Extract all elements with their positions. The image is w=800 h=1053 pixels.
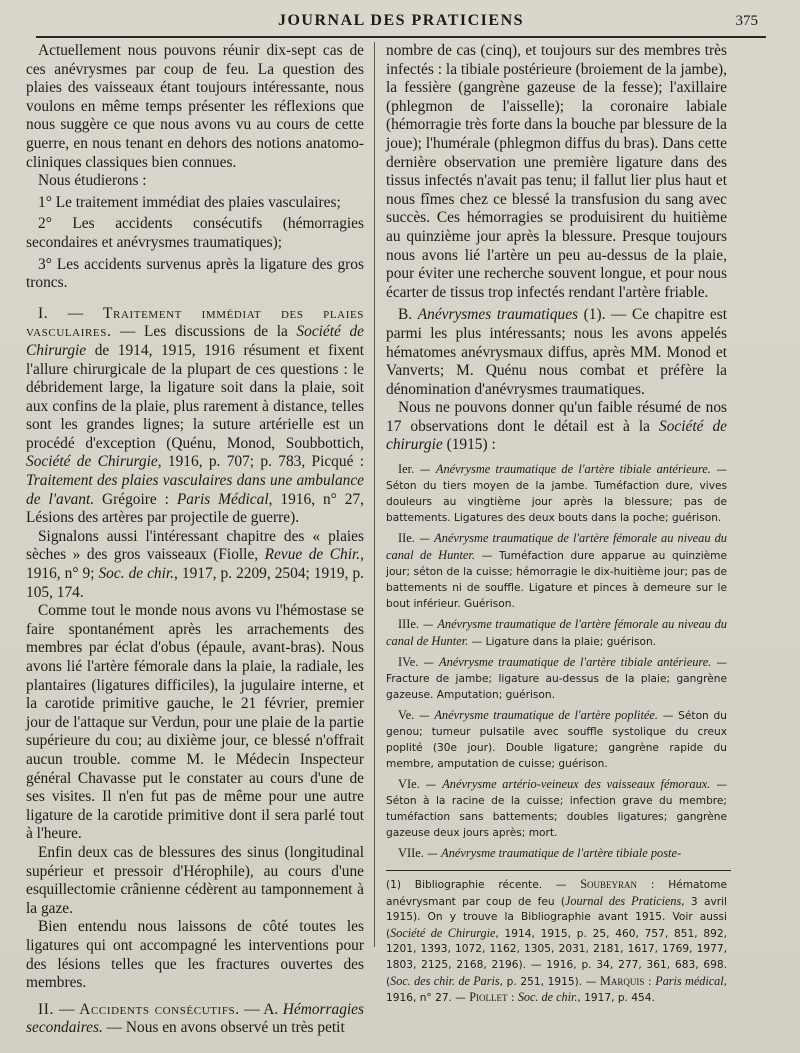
paragraph: Actuellement nous pouvons réunir dix-sept cas de ces anévrysmes par coup de feu. La question des plaies des vaisseaux étant toujours intéressante, nous voulons en même temps présenter les réflexions que nous suggère ce que nous avons vu au cours de cette guerre, en nous tenant en dehors des notions anatomo-cliniques classiques bien connues. [26, 42, 364, 171]
observation-number: IIIe. [398, 617, 419, 632]
right-column [386, 42, 727, 1007]
observation-title: Anévrysme artério-veineux des vaisseaux fémoraux. [442, 777, 711, 792]
observation-entry: VIIe. — Anévrysme traumatique de l'artère tibiale poste- [398, 846, 682, 861]
running-title: JOURNAL DES PRATICIENS [277, 12, 525, 29]
paragraph: Nous étudierons : [38, 172, 147, 190]
observation-text: — Tuméfaction dure apparue au quinzième jour; séton de la cuisse; hémorragie le dix-huitième jour; pas de battements ni de souffle. Ligature et pinces à demeure sur le bout inférieur. Guérison. [386, 550, 727, 611]
section-heading: I. — Traitement immédiat des plaies vasculaires. [26, 304, 364, 341]
paragraph: Enfin deux cas de blessures des sinus (longitudinal supérieur et pressoir d'Hérophile), au cours d'une esquillectomie crânienne cédèrent au tamponnement à la gaze. [26, 843, 364, 917]
footnote: (1) Bibliographie récente. — Soubeyran : Hématome anévrysmant par coup de feu (Journal des Praticiens, 3 avril 1915). On y trouve la Bibliographie avant 1915. Voir aussi (Société de Chirurgie, 1914, 1915, p. 25, 460, 757, 851, 892, 1201, 1393, 1072, 1162, 1305, 2031, 2181, 1617, 1769, 1977, 1803, 2125, 2168, 2196). — 1916, p. 34, 277, 361, 683, 698. (Soc. des chir. de Paris, p. 251, 1915). — Marquis : Paris médical, 1916, n° 27. — Piollet : Soc. de chir., 1917, p. 454. [386, 877, 727, 1005]
observation-number: IIe. [398, 531, 415, 546]
observation-number: Ve. [398, 708, 415, 723]
observation-entry: IIe. — Anévrysme traumatique de l'artère fémorale au niveau du canal de Hunter. — Tuméfaction dure apparue au quinzième jour; séton de la cuisse; hémorragie le dix-huitième jour; pas de battements ni de souffle. Ligature et pinces à demeure sur le bout inférieur. Guérison. [386, 531, 727, 611]
header-rule [36, 36, 766, 38]
observation-title: Anévrysme traumatique de l'artère fémorale au niveau du canal de Hunter. [386, 531, 727, 563]
section-heading: II. — Accidents consécutifs. [38, 1000, 240, 1018]
observation-number: IVe. [398, 655, 419, 670]
page-number: 375 [735, 13, 758, 29]
list-item: 1° Le traitement immédiat des plaies vasculaires; [38, 193, 341, 211]
paragraph: nombre de cas (cinq), et toujours sur des membres très infectés : la tibiale postérieure (broiement de la jambe), la fessière (gangrène gazeuse de la fesse); l'axillaire (phlegmon de l'aisselle); la coronaire labiale (hémorragie très forte dans la bouche par blessure de la joue); l'humérale (phlegmon diffus du bras). Dans cette dernière observation une première ligature dans des tissus infectés n'avait pas tenu; il fallut lier plus haut et nous fîmes chez ce blessé la transfusion du sang avec succès. Ces hémorragies se produisirent du huitième au quinzième jour après la blessure. Presque toujours nous avons lié l'artère un peu au-dessus de la plaie, pour éviter une recherche souvent longue, et pour nous écarter de tissus trop infectés rendant l'artère friable. [386, 42, 727, 301]
observation-title: Anévrysme traumatique de l'artère tibiale antérieure. [435, 462, 711, 477]
observation-entry: IIIe. — Anévrysme traumatique de l'artère fémorale au niveau du canal de Hunter. — Ligature dans la plaie; guérison. [386, 617, 727, 649]
observation-title: Anévrysme traumatique de l'artère tibiale antérieure. [439, 655, 712, 670]
observation-text: — Fracture de jambe; ligature au-dessus de la plaie; gangrène gazeuse. Amputation; guérison. [386, 657, 728, 702]
observation-text: — Ligature dans la plaie; guérison. [468, 636, 657, 649]
observation-title: Anévrysme traumatique de l'artère poplitée. [434, 708, 658, 723]
left-column [26, 42, 364, 1038]
observation-list [386, 461, 727, 862]
observation-text: — Séton à la racine de la cuisse; infection grave du membre; tuméfaction sans battements; doubles ligatures; gangrène gazeuse deux jours après; mort. [386, 779, 727, 840]
observation-entry: VIe. — Anévrysme artério-veineux des vaisseaux fémoraux. — Séton à la racine de la cuisse; infection grave du membre; tuméfaction sans battements; doubles ligatures; gangrène gazeuse deux jours après; mort. [386, 777, 727, 840]
observation-title: Anévrysme traumatique de l'artère fémorale au niveau du canal de Hunter. [386, 617, 727, 649]
section-2-paragraph: II. — Accidents consécutifs. — A. Hémorragies secondaires. — Nous en avons observé un très petit [26, 1000, 364, 1037]
section-1-paragraph: I. — Traitement immédiat des plaies vasculaires. — Les discussions de la Société de Chirurgie de 1914, 1915, 1916 résument et fixent l'allure chirurgicale de la plupart de ces questions : le débridement large, la ligature soit dans la plaie, soit aux confins de la plaie, plus rarement à distance, telles sont les grandes lignes; la suture artérielle est un procédé d'exception (Quénu, Monod, Soubbottich, Société de Chirurgie, 1916, p. 707; p. 783, Picqué : Traitement des plaies vasculaires dans une ambulance de l'avant. Grégoire : Paris Médical, 1916, n° 27, Lésions des artères par projectile de guerre). [26, 304, 365, 527]
paragraph: Nous ne pouvons donner qu'un faible résumé de nos 17 observations dont le détail est à la Société de chirurgie (1915) : [386, 399, 728, 454]
observation-text: — Séton du genou; tumeur pulsatile avec souffle systolique du creux poplité (30e jour). Double ligature; gangrène rapide du membre, amputation de cuisse; guérison. [386, 710, 727, 771]
observation-title: Anévrysme traumatique de l'artère tibiale poste- [441, 846, 682, 861]
list-item: 3° Les accidents survenus après la ligature des gros troncs. [26, 255, 364, 292]
column-divider [374, 42, 375, 947]
observation-number: VIIe. [398, 846, 424, 861]
list-item: 2° Les accidents consécutifs (hémorragies secondaires et anévrysmes traumatiques); [26, 215, 364, 251]
paragraph: Signalons aussi l'intéressant chapitre des « plaies sèches » des gros vaisseaux (Fiolle, Revue de Chir., 1916, n° 9; Soc. de chir., 1917, p. 2209, 2504; 1919, p. 105, 174. [26, 527, 364, 601]
observation-entry: Ve. — Anévrysme traumatique de l'artère poplitée. — Séton du genou; tumeur pulsatile avec souffle systolique du creux poplité (30e jour). Double ligature; gangrène rapide du membre, amputation de cuisse; guérison. [386, 708, 727, 771]
paragraph: Bien entendu nous laissons de côté toutes les ligatures qui ont accompagné les interventions pour des lésions telles que les fractures ouvertes des membres. [26, 918, 364, 992]
observation-entry: IVe. — Anévrysme traumatique de l'artère tibiale antérieure. — Fracture de jambe; ligature au-dessus de la plaie; gangrène gazeuse. Amputation; guérison. [386, 655, 728, 702]
observation-number: Ier. [398, 462, 415, 477]
observation-text: — Séton du tiers moyen de la jambe. Tuméfaction dure, vives douleurs au vingtième jour après la blessure; pas de battements. Ligatures des deux bouts dans la poche; guérison. [386, 464, 728, 525]
observation-number: VIe. [398, 777, 420, 792]
paragraph: Comme tout le monde nous avons vu l'hémostase se faire spontanément après les arrachements des membres par éclat d'obus (épaule, avant-bras). Nous avons lié l'artère fémorale dans la plaie, la radiale, les plantaires (ligatures difficiles), la jugulaire interne, et la carotide primitive gauche, le 21 février, premier jour de l'attaque sur Verdun, pour une plaie de la partie supérieure du cou; au dixième jour, ce blessé n'offrait aucun trouble. comme M. le Médecin Inspecteur général Chavasse put le constater au cours d'une de ses visites. Il n'en fut pas de même pour une autre ligature de la carotide primitive dont il sera parlé tout à l'heure. [26, 602, 364, 843]
page-header [36, 8, 766, 34]
paragraph: B. Anévrysmes traumatiques (1). — Ce chapitre est parmi les plus intéressants; nous les avons appelés hématomes anévrysmaux diffus, après MM. Monod et Vanverts; M. Quénu nous combat et préfère la dénomination d'anévrysmes traumatiques. [386, 306, 727, 398]
footnote-rule [386, 870, 731, 871]
observation-entry: Ier. — Anévrysme traumatique de l'artère tibiale antérieure. — Séton du tiers moyen de la jambe. Tuméfaction dure, vives douleurs au vingtième jour après la blessure; pas de battements. Ligatures des deux bouts dans la poche; guérison. [386, 462, 728, 525]
